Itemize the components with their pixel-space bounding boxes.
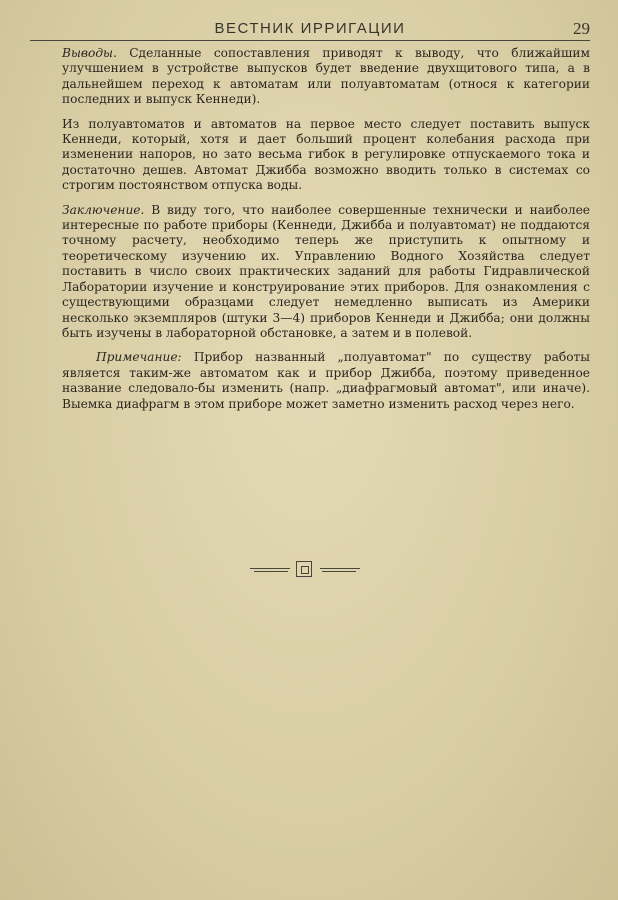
article-body — [62, 46, 590, 421]
paragraph-text: В виду того, что наиболее совершенные технически и наиболее интересные по работе приборы (Кеннеди, Джибба и полуавтомат) не поддаются точному расчету, необходимо теперь же приступить к опытному и теоретическому изучению их. Управлению Водного Хозяйства следует поставить в число своих практических заданий для работы Гидравлической Лаборатории изучение и конструирование этих приборов. Для ознакомления с существующими образцами следует немедленно выписать из Америки несколько экземпляров (штуки 3—4) приборов Кеннеди и Джибба; они должны быть изучены в лабораторной обстановке, а затем и в полевой. — [62, 202, 590, 340]
paragraph-lead: Выводы. — [62, 46, 117, 60]
end-ornament — [250, 558, 360, 580]
paragraph-conclusions — [62, 46, 590, 108]
ornament-line-right-inner — [322, 571, 356, 572]
header-rule — [30, 40, 590, 41]
paragraph-lead: Примечание: — [96, 350, 182, 365]
page-number: 29 — [573, 19, 590, 38]
ornament-line-left-inner — [254, 571, 288, 572]
page-header — [30, 18, 590, 40]
ornament-line-right — [320, 568, 360, 569]
paragraph-text: Прибор названный „полуавтомат" по существу работы является таким-же автоматом как и прибор Джибба, поэтому приведенное название следовало-бы изменить (напр. „диафрагмовый автомат", или иначе). Выемка диафрагм в этом приборе может заметно изменить расход через него. — [62, 350, 590, 411]
paragraph-semiautomats — [62, 117, 590, 194]
ornament-line-left — [250, 568, 290, 569]
paragraph-lead: Заключение. — [62, 202, 145, 217]
paragraph-note — [62, 350, 590, 412]
paragraph-text: Сделанные сопоставления приводят к выводу, что ближайшим улучшением в устройстве выпусков будет введение двухщитового типа, а в дальнейшем переход к автоматам или полуавтоматам (относя к категории последних и выпуск Кеннеди). — [62, 46, 590, 107]
running-title: ВЕСТНИК ИРРИГАЦИИ — [214, 20, 406, 37]
ornament-square-icon — [296, 561, 312, 577]
paragraph-text: Из полуавтоматов и автоматов на первое место следует поставить выпуск Кеннеди, который, хотя и дает больший процент колебания расхода при изменении напоров, но зато весьма гибок в регулировке отпускаемого тока и достаточно дешев. Автомат Джибба возможно вводить только в системах со строгим постоянством отпуска воды. — [62, 116, 590, 193]
paragraph-summary — [62, 203, 590, 342]
